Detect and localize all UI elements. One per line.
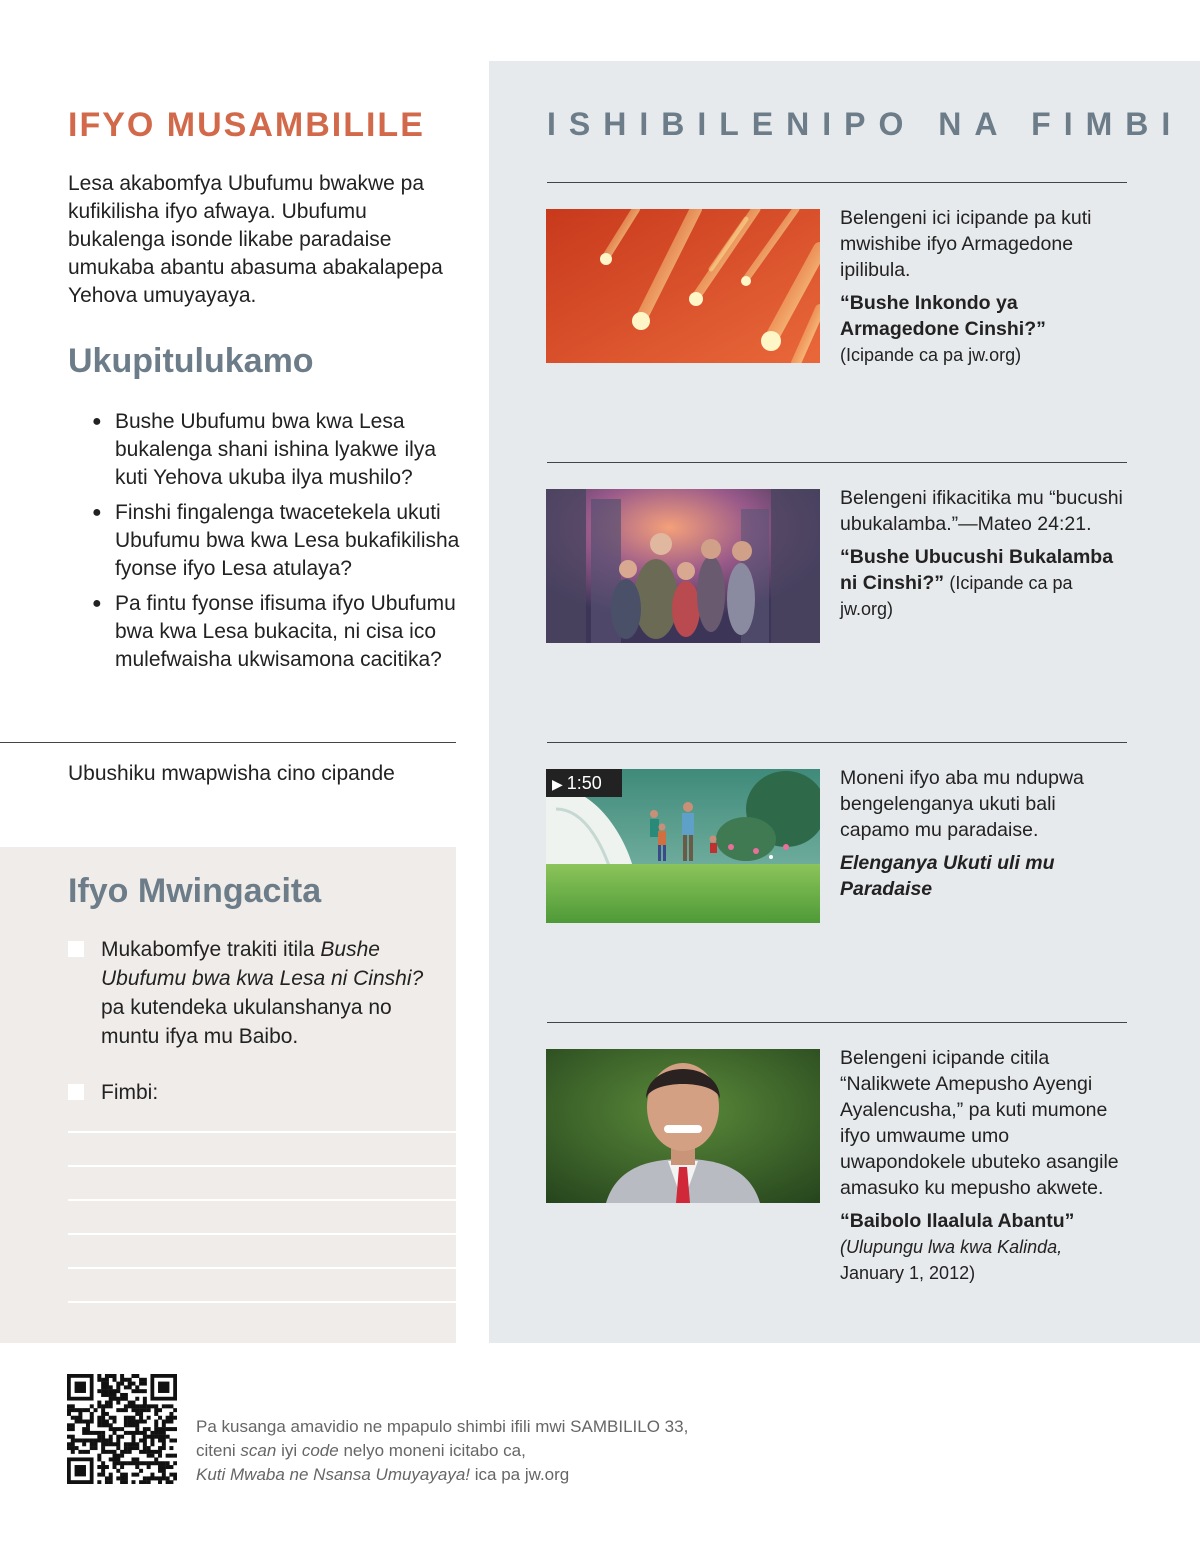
man-portrait-image[interactable] [546, 1049, 820, 1203]
writing-line[interactable] [68, 1199, 456, 1201]
review-item: ● Pa fintu fyonse ifisuma ifyo Ubufumu bwa kwa Lesa bukacita, ni cisa ico mulefwaisha ukwisamona cacitika? [92, 592, 456, 671]
writing-line[interactable] [68, 1131, 456, 1133]
divider [547, 182, 1127, 183]
section-heading-summary: IFYO MUSAMBILILE [68, 106, 425, 144]
article-title-link[interactable]: “Bushe Inkondo ya Armagedone Cinshi?” [840, 292, 1046, 340]
bullet-icon: ● [92, 413, 102, 430]
article-title-link[interactable]: “Bushe Ubucushi Bukalamba ni Cinshi?” [840, 546, 1114, 594]
goal-item-other[interactable]: Fimbi: [68, 1078, 428, 1107]
completed-date-label: Ubushiku mwapwisha cino cipande [68, 762, 395, 785]
writing-lines[interactable] [68, 1131, 456, 1335]
divider [0, 742, 456, 743]
qr-code[interactable] [67, 1374, 177, 1484]
resource-item-tribulation: Belengeni ifikacitika mu “bucushi ubukalamba.”—Mateo 24:21. “Bushe Ubucushi Bukalamba ni Cinshi?” (Icipande ca pa jw.org) [840, 487, 1123, 619]
writing-line[interactable] [68, 1267, 456, 1269]
review-list [92, 408, 462, 681]
paradise-video-thumbnail[interactable] [546, 769, 820, 923]
play-icon: ▶ [552, 776, 563, 792]
resource-item-armageddon: Belengeni ici icipande pa kuti mwishibe ifyo Armagedone ipilibula. “Bushe Inkondo ya Armagedone Cinshi?” (Icipande ca pa jw.org) [840, 207, 1092, 365]
video-duration-badge: ▶ 1:50 [546, 769, 622, 797]
review-heading: Ukupitulukamo [68, 342, 314, 380]
goal-item-tract[interactable]: Mukabomfye trakiti itila Bushe Ubufumu bwa kwa Lesa ni Cinshi? pa kutendeka ukulanshanya no muntu ifya mu Baibo. [68, 935, 428, 1051]
resource-item-paradise-video: Moneni ifyo aba mu ndupwa bengelenganya ukuti bali capamo mu paradaise. Elenganya Ukuti uli mu Paradaise [840, 767, 1084, 900]
review-item: ● Bushe Ubufumu bwa kwa Lesa bukalenga shani ishina lyakwe ilya kuti Yehova ukuba ilya mushilo? [92, 410, 437, 489]
divider [547, 462, 1127, 463]
summary-text: Lesa akabomfya Ubufumu bwakwe pa kufikilisha ifyo afwaya. Ubufumu bukalenga isonde likabe paradaise umukaba abantu abasuma abakalapepa Yehova umuyayaya. [68, 172, 443, 307]
family-tribulation-image[interactable] [546, 489, 820, 643]
resource-item-bible-changes-lives: Belengeni icipande citila “Nalikwete Amepusho Ayengi Ayalencusha,” pa kuti mumone ifyo umwaume umo uwapondokele ubuteko asangile amasuko ku mepusho akwete. “Baibolo Ilaalula Abantu” (Ulupungu lwa kwa Kalinda, January 1, 2012) [840, 1047, 1119, 1283]
meteor-image[interactable] [546, 209, 820, 363]
writing-line[interactable] [68, 1233, 456, 1235]
goal-heading: Ifyo Mwingacita [68, 872, 322, 910]
article-title-link[interactable]: “Baibolo Ilaalula Abantu” [840, 1210, 1075, 1232]
writing-line[interactable] [68, 1165, 456, 1167]
footer-note: Pa kusanga amavidio ne mpapulo shimbi ifili mwi SAMBILILO 33, citeni scan iyi code nelyo moneni icitabo ca, Kuti Mwaba ne Nsansa Umuyayaya! ica pa jw.org [196, 1417, 689, 1484]
checkbox[interactable] [68, 1084, 84, 1100]
checkbox[interactable] [68, 941, 84, 957]
review-item: ● Finshi fingalenga twacetekela ukuti Ubufumu bwa kwa Lesa bukafikilisha fyonse ifyo Lesa atulaya? [92, 501, 460, 580]
bullet-icon: ● [92, 504, 102, 521]
bullet-icon: ● [92, 595, 102, 612]
writing-line[interactable] [68, 1301, 456, 1303]
divider [547, 742, 1127, 743]
video-title-link[interactable]: Elenganya Ukuti uli mu Paradaise [840, 852, 1055, 900]
section-heading-explore: ISHIBILENIPO NA FIMBI [547, 106, 1184, 142]
divider [547, 1022, 1127, 1023]
